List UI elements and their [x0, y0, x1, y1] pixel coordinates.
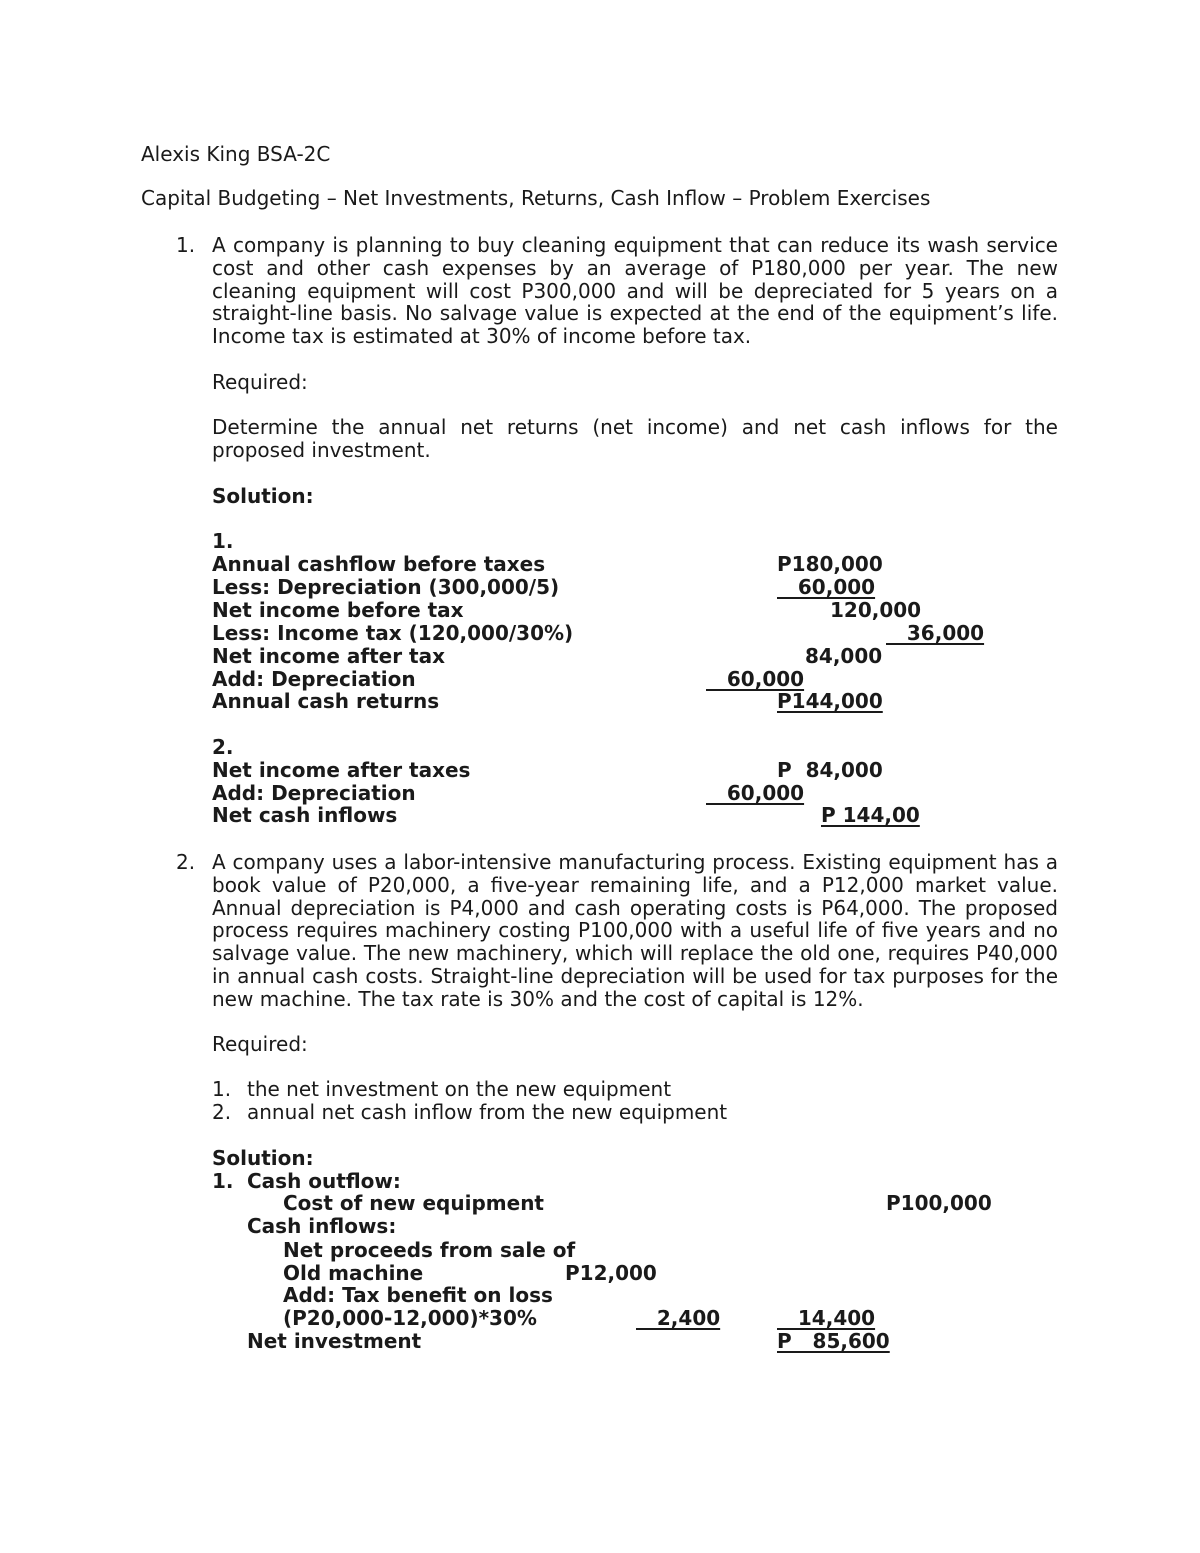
p1-row-amount: 84,000: [805, 644, 883, 668]
p1-row-label: Less: Income tax (120,000/30%): [212, 621, 574, 645]
p1-part2-row-amount: P 84,000: [777, 758, 883, 782]
net-investment-amount: P 85,600: [777, 1329, 890, 1353]
p1-part2-row-amount: P 144,00: [821, 803, 920, 827]
p1-part2-label: 2.: [212, 735, 234, 759]
p1-row-amount: P144,000: [777, 689, 883, 713]
cash-outflow-heading: Cash outflow:: [247, 1169, 401, 1193]
p1-part2-row-label: Add: Depreciation: [212, 781, 416, 805]
problem-1-text: A company is planning to buy cleaning equipment that can reduce its wash service cost and other cash expenses by an average of P180,000 per year. The new cleaning equipment will cost P300,000 and will be depreciated for 5 years on a straight-line basis. No salvage value is expected at the end of the equipment’s life. Income tax is estimated at 30% of income before tax.: [212, 233, 1058, 349]
p1-row-amount: P180,000: [777, 552, 883, 576]
p1-row-amount: 36,000: [886, 621, 985, 645]
tax-benefit-label-line1: Add: Tax benefit on loss: [283, 1283, 553, 1307]
tax-benefit-label-line2: (P20,000-12,000)*30%: [283, 1306, 537, 1330]
p1-row-label: Less: Depreciation (300,000/5): [212, 575, 560, 599]
p1-part2-row-amount: 60,000: [706, 781, 805, 805]
p1-row-label: Net income before tax: [212, 598, 464, 622]
cash-inflows-total: 14,400: [777, 1306, 876, 1330]
required-item-number: 2.: [212, 1100, 232, 1124]
p1-row-label: Annual cash returns: [212, 689, 440, 713]
author-line: Alexis King BSA-2C: [141, 142, 331, 166]
required-item-number: 1.: [212, 1077, 232, 1101]
proceeds-amount: P12,000: [565, 1261, 657, 1285]
net-investment-label: Net investment: [247, 1329, 422, 1353]
cost-new-equipment-label: Cost of new equipment: [283, 1191, 544, 1215]
proceeds-label-line1: Net proceeds from sale of: [283, 1238, 576, 1262]
problem-1-solution-label: Solution:: [212, 484, 314, 508]
problem-1-required-label: Required:: [212, 370, 308, 394]
document-title: Capital Budgeting – Net Investments, Returns, Cash Inflow – Problem Exercises: [141, 186, 931, 210]
p2-solution-item-number: 1.: [212, 1169, 234, 1193]
p1-row-label: Add: Depreciation: [212, 667, 416, 691]
p1-row-label: Net income after tax: [212, 644, 445, 668]
tax-benefit-amount: 2,400: [636, 1306, 721, 1330]
p1-row-label: Annual cashflow before taxes: [212, 552, 546, 576]
required-item-text: annual net cash inflow from the new equipment: [247, 1100, 728, 1124]
problem-2-required-label: Required:: [212, 1032, 308, 1056]
p1-part2-row-label: Net income after taxes: [212, 758, 471, 782]
required-item-text: the net investment on the new equipment: [247, 1077, 672, 1101]
problem-2-solution-label: Solution:: [212, 1146, 314, 1170]
p1-part1-label: 1.: [212, 529, 234, 553]
problem-1-required-text: Determine the annual net returns (net income) and net cash inflows for the proposed investment.: [212, 415, 1058, 462]
p1-row-amount: 60,000: [777, 575, 876, 599]
p1-row-amount: 60,000: [706, 667, 805, 691]
problem-2-number: 2.: [176, 850, 196, 874]
p1-row-amount: 120,000: [830, 598, 922, 622]
cash-inflows-heading: Cash inflows:: [247, 1214, 397, 1238]
p1-part2-row-label: Net cash inflows: [212, 803, 398, 827]
proceeds-label-line2: Old machine: [283, 1261, 424, 1285]
problem-2-text: A company uses a labor-intensive manufacturing process. Existing equipment has a book value of P20,000, a five-year remaining life, and a P12,000 market value. Annual depreciation is P4,000 and cash operating costs is P64,000. The proposed process requires machinery costing P100,000 with a useful life of five years and no salvage value. The new machinery, which will replace the old one, requires P40,000 in annual cash costs. Straight-line depreciation will be used for tax purposes for the new machine. The tax rate is 30% and the cost of capital is 12%.: [212, 850, 1058, 1011]
problem-1-number: 1.: [176, 233, 196, 257]
cost-new-equipment-amount: P100,000: [886, 1191, 992, 1215]
